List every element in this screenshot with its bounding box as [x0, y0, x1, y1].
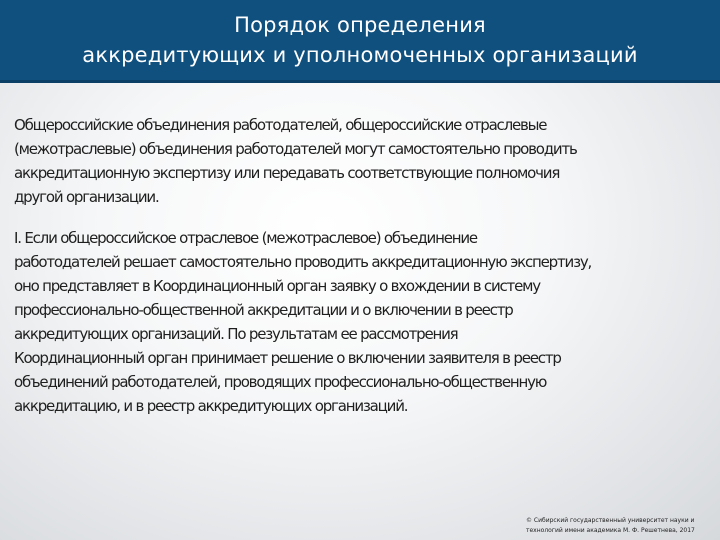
- copyright-line: технологий имени академика М. Ф. Решетнева, 2017: [526, 527, 695, 534]
- paragraph-section-1: [14, 226, 720, 418]
- paragraph-line: аккредитующих организаций. По результатам ее рассмотрения: [14, 325, 458, 343]
- paragraph-line: аккредитацию, и в реестр аккредитующих организаций.: [14, 397, 408, 415]
- paragraph-line: профессионально-общественной аккредитации и о включении в реестр: [14, 301, 513, 319]
- paragraph-line: Общероссийские объединения работодателей, общероссийские отраслевые: [14, 116, 547, 134]
- paragraph-line: другой организации.: [14, 188, 159, 206]
- paragraph-line: Координационный орган принимает решение о включении заявителя в реестр: [14, 349, 561, 367]
- paragraph-line: I. Если общероссийское отраслевое (межотраслевое) объединение: [14, 229, 477, 247]
- copyright-footer: [526, 516, 716, 536]
- slide-header: [0, 0, 720, 83]
- paragraph-line: объединений работодателей, проводящих профессионально-общественную: [14, 373, 547, 391]
- slide-body: [14, 113, 720, 418]
- paragraph-intro: [14, 113, 720, 209]
- slide-title-line-1: Порядок определения: [234, 13, 486, 37]
- slide-title-line-2: аккредитующих и уполномоченных организаций: [82, 43, 638, 67]
- paragraph-line: (межотраслевые) объединения работодателей могут самостоятельно проводить: [14, 140, 577, 158]
- paragraph-line: работодателей решает самостоятельно проводить аккредитационную экспертизу,: [14, 253, 592, 271]
- copyright-line: © Сибирский государственный университет науки и: [526, 517, 695, 524]
- paragraph-line: аккредитационную экспертизу или передавать соответствующие полномочия: [14, 164, 560, 182]
- paragraph-line: оно представляет в Координационный орган заявку о вхождении в систему: [14, 277, 540, 295]
